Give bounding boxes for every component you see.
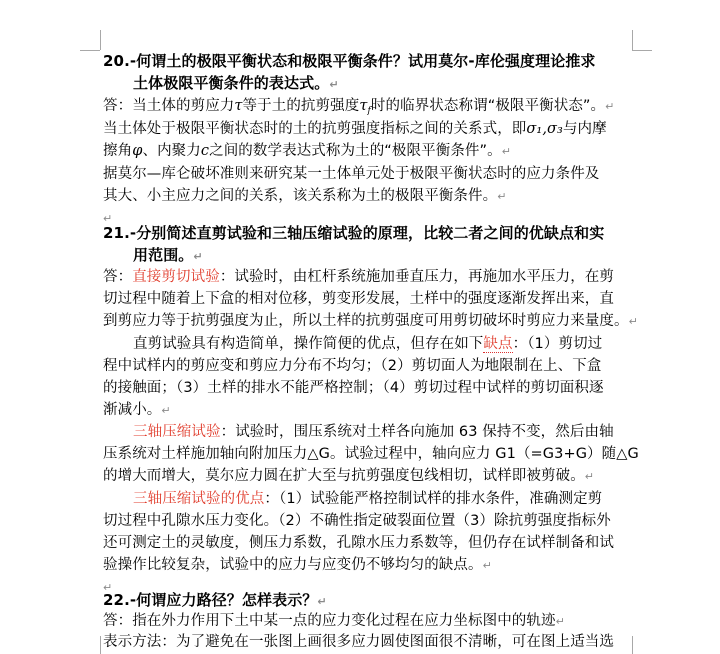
answer-20-line: 当土体处于极限平衡状态时的土的抗剪强度指标之间的关系式，即σ₁,σ₃与内摩 xyxy=(103,121,607,137)
answer-21-line: 渐减小。↵ xyxy=(103,402,171,418)
answer-21-line: 到剪应力等于抗剪强度为止，所以土样的抗剪强度可用剪切破坏时剪应力来量度。↵ xyxy=(103,313,638,329)
answer-21-line: 压系统对土样施加轴向附加压力△G。试验过程中，轴向应力 G1（=G3+G）随△G xyxy=(103,446,639,462)
answer-21-line: 切过程中孔隙水压力变化。（2）不确性指定破裂面位置（3）除抗剪强度指标外 xyxy=(103,513,611,529)
question-21-title: 21.-分别简述直剪试验和三轴压缩试验的原理，比较二者之间的优缺点和实 xyxy=(103,224,605,242)
triaxial-heading: 三轴压缩试验 xyxy=(133,424,221,440)
answer-21-line: 还可测定土的灵敏度，侧压力系数，孔隙水压力系数等，但仍存在试样制备和试 xyxy=(103,535,614,551)
direct-shear-heading: 直接剪切试验 xyxy=(132,269,220,285)
answer-21-line: 的接触面；（3）土样的排水不能严格控制；（4）剪切过程中试样的剪切面积逐 xyxy=(103,380,604,396)
empty-paragraph: ↵ xyxy=(103,581,113,594)
answer-20-line: 其大、小主应力之间的关系，该关系称为土的极限平衡条件。↵ xyxy=(103,188,507,204)
page-corner-mark xyxy=(80,50,100,51)
answer-20-line: 据莫尔—库仑破坏准则来研究某一土体单元处于极限平衡状态时的应力条件及 xyxy=(103,166,600,182)
answer-20-line: 擦角φ、内聚力c之间的数学表达式称为土的“极限平衡条件”。↵ xyxy=(103,143,512,159)
answer-21-line: 程中试样内的剪应变和剪应力分布不均匀；（2）剪切面人为地限制在上、下盒 xyxy=(103,358,602,374)
question-21-title-cont: 用范围。↵ xyxy=(133,246,203,264)
answer-21-line: 直剪试验具有构造简单，操作简便的优点，但存在如下缺点：（1）剪切过 xyxy=(133,336,603,352)
answer-21-line: 切过程中随着上下盒的相对位移，剪变形发展，土样中的强度逐渐发挥出来，直 xyxy=(103,291,614,307)
page-corner-mark xyxy=(632,30,633,50)
answer-21-line: 三轴压缩试验的优点：（1）试验能严格控制试样的排水条件，准确测定剪 xyxy=(133,491,603,507)
answer-21-line: 三轴压缩试验：试验时，围压系统对土样各向施加 63 保持不变，然后由轴 xyxy=(133,424,614,440)
answer-22-line: 表示方法：为了避免在一张图上画很多应力圆使图面很不清晰，可在图上适当选 xyxy=(103,634,614,650)
triaxial-advantages-heading: 三轴压缩试验的优点 xyxy=(133,491,265,507)
empty-paragraph: ↵ xyxy=(103,212,113,225)
answer-21-line: 的增大而增大，莫尔应力圆在扩大至与抗剪强度包线相切，试样即被剪破。↵ xyxy=(103,468,595,484)
answer-20-line: 答：当土体的剪应力τ等于土的抗剪强度$\tau_f$时的临界状态称谓“极限平衡状态”。↵ xyxy=(103,98,615,116)
answer-21-line: 答：直接剪切试验：试验时，由杠杆系统施加垂直压力，再施加水平压力，在剪 xyxy=(103,269,615,285)
answer-21-line: 验操作比较复杂，试验中的应力与应变仍不够均匀的缺点。↵ xyxy=(103,557,492,573)
question-22-title: 22.-何谓应力路径？怎样表示？↵ xyxy=(103,591,327,609)
page-corner-mark xyxy=(100,636,101,654)
question-20-title: 20.-何谓土的极限平衡状态和极限平衡条件？试用莫尔-库伦强度理论推求 xyxy=(103,52,596,70)
answer-22-line: 答：指在外力作用下土中某一点的应力变化过程在应力坐标图中的轨迹↵ xyxy=(103,613,565,629)
page-corner-mark xyxy=(100,30,101,50)
question-20-title-cont: 土体极限平衡条件的表达式。↵ xyxy=(133,74,339,92)
